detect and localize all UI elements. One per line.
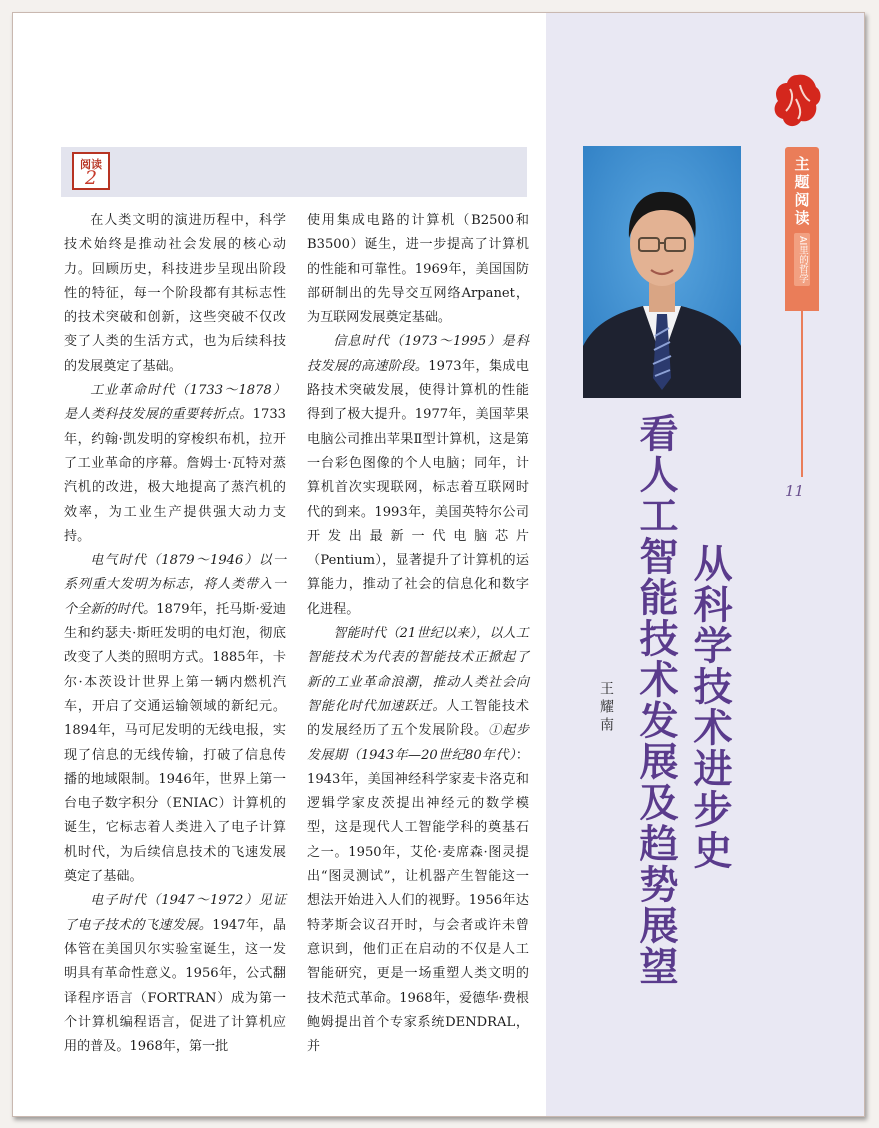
paragraph: 使用集成电路的计算机（B2500和B3500）诞生，进一步提高了计算机的性能和可靠性。1969年，美国国防部研制出的先导交互网络Arpanet，为互联网发展奠定基础。 <box>307 213 529 326</box>
section-char: 题 <box>794 173 810 191</box>
paragraph: 在人类文明的演进历程中，科学技术始终是推动社会发展的核心动力。回顾历史，科技进步呈现出阶段性的特征，每一个阶段都有其标志性的技术突破和创新，这些突破不仅改变了人类的生活方式，也为后续科技的发展奠定了基础。 <box>64 213 286 374</box>
paragraph-lead: 电气时代（1879～1946）以一系列重大发明为标志，将人类带入一个全新的时代。 <box>64 553 286 617</box>
paragraph-lead: 电子时代（1947～1972）见证了电子技术的飞速发展。 <box>64 893 286 933</box>
reading-badge-number: 2 <box>84 167 98 189</box>
paragraph-lead: 信息时代（1973～1995）是科技发展的高速阶段。 <box>307 334 529 374</box>
magazine-page <box>12 12 865 1117</box>
reading-badge-label: 阅读 <box>80 158 102 171</box>
author-portrait <box>583 146 741 398</box>
text-column-right <box>307 209 529 1059</box>
section-char: 主 <box>794 155 810 173</box>
reading-header-bar <box>61 147 527 197</box>
paragraph <box>64 889 286 1059</box>
paragraph-body: 1733年，约翰·凯发明的穿梭织布机，拉开了工业革命的序幕。詹姆士·瓦特对蒸汽机的改进，极大地提高了蒸汽机的效率，为工业生产提供强大动力支持。 <box>64 407 286 544</box>
paragraph-body: 人工智能技术的发展经历了五个发展阶段。 <box>307 698 530 739</box>
reading-badge <box>72 152 110 190</box>
text-column-left <box>64 209 286 1059</box>
paragraph-body: 1947年，晶体管在美国贝尔实验室诞生，这一发明具有革命性意义。1956年，公式翻译程序语言（FORTRAN）成为第一个计算机编程语言，促进了计算机应用的普及。1968年，第一批 <box>64 917 287 1055</box>
publication-logo-icon <box>770 71 824 131</box>
section-char: 读 <box>794 209 810 227</box>
paragraph <box>64 549 286 889</box>
section-divider-line <box>801 311 803 477</box>
paragraph-lead: 智能时代（21世纪以来），以人工智能技术为代表的智能技术正掀起了新的工业革命浪潮，推动人类社会向智能化时代加速跃迁。 <box>307 626 529 714</box>
paragraph <box>307 622 529 1059</box>
paragraph-body: ：1943年，美国神经科学家麦卡洛克和逻辑学家皮茨提出神经元的数学模型，这是现代人工智能学科的奠基石之一。1950年，艾伦·麦席森·图灵提出“图灵测试”，让机器产生智能这一想法开始进入人们的视野。1956年达特茅斯会议召开时，与会者或许未曾意识到，他们正在启动的不仅是人工智能研究，更是一场重塑人类文明的技术范式革命。1968年，爱德华·费根鲍姆提出首个专家系统DENDRAL，并 <box>307 747 529 1055</box>
section-tab <box>785 147 819 311</box>
paragraph <box>307 330 529 622</box>
paragraph <box>64 379 286 549</box>
paragraph-body: 1973年，集成电路技术突破发展，使得计算机的性能得到了极大提升。1977年，美国苹果电脑公司推出苹果Ⅱ型计算机，这是第一台彩色图像的个人电脑；同年，计算机首次实现联网，标志着互联网时代的到来。1993年，美国英特尔公司开发出最新一代电脑芯片（Pentium），显著提升了计算机的运算能力，推动了社会的信息化和数字化进程。 <box>307 358 530 617</box>
article-title-sub: 从科学技术进步史 <box>687 543 732 871</box>
paragraph-stage: ①起步发展期（1943年—20世纪80年代） <box>307 723 530 763</box>
page-number: 11 <box>785 482 805 500</box>
paragraph-body: 1879年，托马斯·爱迪生和约瑟夫·斯旺发明的电灯泡，彻底改变了人类的照明方式。1885年，卡尔·本茨设计世界上第一辆内燃机汽车，开启了交通运输领域的新纪元。1894年，马可尼发明的无线电报，实现了信息的无线传输，打破了信息传播的地域限制。1946年，世界上第一台电子数字积分（ENIAC）计算机的诞生，它标志着人类进入了电子计算机时代，为后续信息技术的飞速发展奠定了基础。 <box>64 601 287 885</box>
paragraph-lead: 工业革命时代（1733～1878）是人类科技发展的重要转折点。 <box>64 383 286 423</box>
section-subtitle: AI里的哲学 <box>794 233 810 286</box>
title-block <box>627 413 683 987</box>
section-tab-title <box>785 155 819 227</box>
section-char: 阅 <box>794 191 810 209</box>
article-title-main: 看人工智能技术发展及趋势展望 <box>633 413 678 987</box>
subtitle-block <box>681 543 737 871</box>
author-name: 王耀南 <box>598 681 614 735</box>
